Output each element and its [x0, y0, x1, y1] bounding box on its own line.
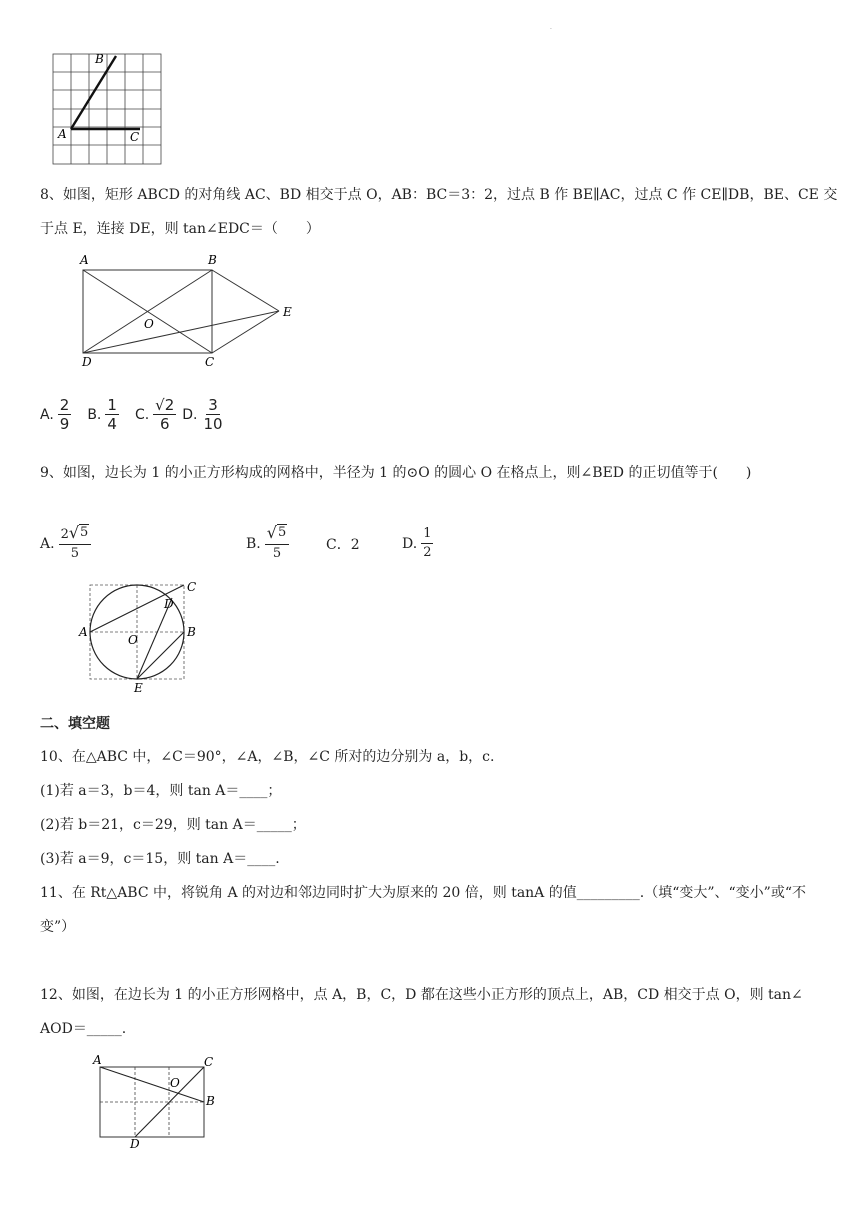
q9-option-b: B. √ 5 5 [246, 524, 326, 563]
q8-option-c-fraction: $\frac{√2}{6}$ [155, 396, 175, 433]
q8-option-a-letter: A. [40, 406, 54, 423]
label-c: C [204, 1055, 214, 1069]
q8-line2: 于点 E，连接 DE，则 tan∠EDC＝（ ） [40, 221, 320, 237]
q12-line2: AOD＝_____. [40, 1021, 127, 1037]
segment-ab [71, 56, 116, 129]
q12-line1: 12、如图，在边长为 1 的小正方形网格中，点 A，B，C，D 都在这些小正方形的顶点上，AB，CD 相交于点 O，则 tan∠ [40, 987, 803, 1003]
q8-line1: 8、如图，矩形 ABCD 的对角线 AC、BD 相交于点 O，AB：BC＝3：2，过点 B 作 BE∥AC，过点 C 作 CE∥DB，BE、CE 交 [40, 187, 838, 203]
label-b: B [95, 52, 104, 66]
label-e: E [134, 681, 143, 695]
q8-option-d-letter: D. [182, 406, 198, 423]
label-c: C [187, 580, 197, 594]
label-b: B [206, 1094, 215, 1108]
label-a: A [58, 127, 67, 141]
label-b: B [208, 253, 217, 267]
label-a: A [79, 625, 88, 639]
q7-grid-figure [50, 52, 165, 167]
q12-grid-figure [88, 1050, 228, 1155]
label-d: D [130, 1137, 140, 1151]
q8-option-c-letter: C. [134, 406, 150, 423]
header-dot: · [550, 26, 552, 33]
label-b: B [187, 625, 196, 639]
label-a: A [80, 253, 89, 267]
section-fill-in-title: 二、填空题 [40, 716, 110, 732]
q8-option-b-letter: B. [87, 406, 102, 423]
label-c: C [205, 355, 215, 369]
q10-part3: (3)若 a＝9，c＝15，则 tan A＝____. [40, 851, 280, 867]
q11-line1: 11、在 Rt△ABC 中，将锐角 A 的对边和邻边同时扩大为原来的 20 倍，则 tanA 的值_________.（填“变大”、“变小”或“不 [40, 885, 806, 901]
label-a: A [93, 1053, 102, 1067]
q9-options [40, 524, 437, 563]
q11-line2: 变”） [40, 919, 76, 935]
label-d: D [82, 355, 92, 369]
q10-stem: 10、在△ABC 中，∠C＝90°，∠A，∠B，∠C 所对的边分别为 a，b，c. [40, 749, 495, 765]
label-e: E [283, 305, 292, 319]
q8-options [40, 396, 229, 433]
q9-line1: 9、如图，边长为 1 的小正方形构成的网格中，半径为 1 的⊙O 的圆心 O 在格点上，则∠BED 的正切值等于( ) [40, 465, 752, 481]
q9-option-c: C．2 [326, 536, 360, 553]
q8-option-a-fraction: $\frac{2}{9}$ [59, 396, 70, 433]
label-o: O [170, 1076, 180, 1090]
q8-option-b-fraction: $\frac{1}{4}$ [107, 396, 117, 433]
label-d: D [164, 597, 174, 611]
q9-option-d: D. $\frac{1}{2}$ [402, 526, 432, 560]
label-o: O [128, 633, 138, 647]
q9-circle-figure [76, 578, 206, 696]
label-o: O [144, 317, 154, 331]
q8-option-d-fraction: $\frac{3}{10}$ [203, 396, 223, 433]
q10-part1: (1)若 a＝3，b＝4，则 tan A＝____； [40, 783, 282, 799]
q9-option-a: A. 2 √ 5 5 [40, 524, 246, 563]
q8-rectangle-figure [72, 250, 302, 372]
q10-part2: (2)若 b＝21，c＝29，则 tan A＝_____； [40, 817, 306, 833]
label-c: C [130, 130, 140, 144]
